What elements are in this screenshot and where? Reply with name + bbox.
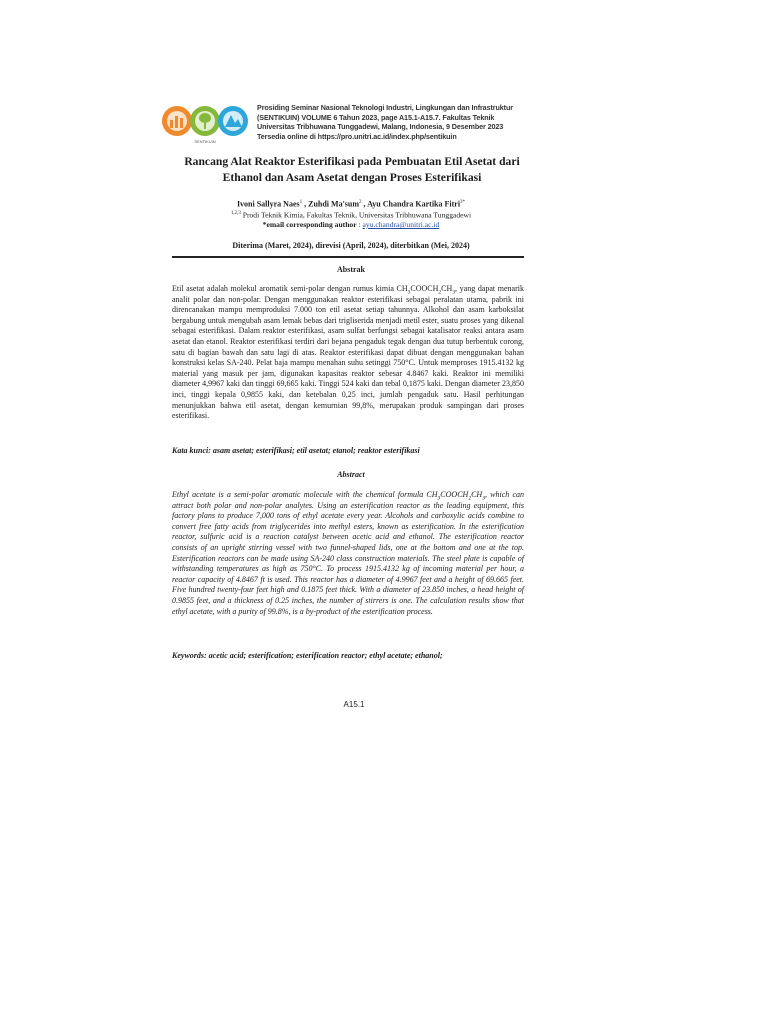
abstrak-text: , yang dapat menarik analit polar dan non-polar. Dengan menggunakan reaktor esterifikasi sebagai peralatan utama, pabrik ini direncanakan mampu memproduksi 7.000 ton etil asetat setiap tahunnya. Alkohol dan asam karboksilat bergabung untuk mengubah asam lemak bebas dari trigliserida menjadi metil ester, suatu proses yang dikenal sebagai esterifikasi. Dalam reaktor esterifikasi, asam sulfat berfungsi sebagai katalisator reaksi antara asam asetat dan etanol. Reaktor esterifikasi terdiri dari bejana pengaduk tegak dengan dua tutup berbentuk corong, satu di bagian bawah dan satu lagi di atas. Reaktor esterifikasi dapat dibuat dengan menggunakan bahan konstruksi kelas SA-240. Pelat baja mampu menahan suhu setinggi 750°C. Untuk memproses 1915.4132 kg material yang masuk per jam, digunakan kapasitas reaktor sebesar 4.8467 kaki. Reaktor ini memiliki diameter 4,9967 kaki dan tinggi 69,665 kaki. Tinggi 524 kaki dan tebal 0,1875 kaki. Dengan diameter 23,850 inci, tinggi kepala 0,9855 kaki, dan ketebalan 0,25 inci, jumlah pengaduk satu. Hasil perhitungan menunjukkan bahwa etil asetat, dengan kemurnian 99,8%, merupakan produk sampingan dari proses esterifikasi. [172, 284, 524, 421]
author-separator: , [361, 199, 368, 209]
journal-info [257, 103, 537, 141]
email-label: *email corresponding author [262, 220, 357, 229]
formula-subscript: 2 [438, 289, 442, 296]
corresponding-email [170, 220, 532, 230]
abstract-body [172, 490, 524, 617]
affiliation-text: Prodi Teknik Kimia, Fakultas Teknik, Universitas Tribhuwana Tunggadewi [240, 210, 472, 220]
journal-line: Tersedia online di https://pro.unitri.ac.id/index.php/sentikuin [257, 131, 457, 141]
abstract-text: Ethyl acetate is a semi-polar aromatic molecule with the chemical formula CH [172, 490, 438, 499]
logo-wordmark: SENTIKUIN [194, 139, 216, 144]
journal-line: Universitas Tribhuwana Tunggadewi, Malang, Indonesia, 9 Desember 2023 [257, 122, 504, 132]
page-number: A15.1 [343, 700, 365, 709]
abstrak-text: COOCH [410, 284, 439, 293]
abstract-text: COOCH [440, 490, 469, 499]
author-list [170, 197, 532, 210]
abstract-text: , which can attract both polar and non-polar analytes. Using an esterification reactor as the leading equipment, this factory plans to produce 7,000 tons of ethyl acetate every year. Alcohols and carboxylic acids combine to convert free fatty acids from triglycerides into methyl esters, known as esterification. In the esterification reactor, sulfuric acid is a reaction catalyst between acetic acid and ethanol. The esterification reactor consists of an upright stirring vessel with two funnel-shaped lids, one at the bottom and one at the top. Esterification reactors can be made using SA-240 class construction materials. The steel plate is capable of withstanding temperatures as high as 750°C. To process 1915.4132 kg of incoming material per hour, a reactor capacity of 4.8467 ft is used. This reactor has a diameter of 4.9967 feet and a height of 69.665 feet. Five hundred twenty-four feet high and 0.1875 feet thick. With a diameter of 23.850 inches, a head height of 0.9855 feet, and a thickness of 0.25 inches, the number of stirrers is one. The calculation results show that ethyl acetate, with a purity of 99.8%, is a by-product of the esterification process. [172, 490, 524, 616]
email-separator: : [356, 220, 363, 229]
title-line: Rancang Alat Reaktor Esterifikasi pada Pembuatan Etil Asetat dari [184, 155, 520, 168]
author-separator: , [302, 199, 309, 209]
publication-dates: Diterima (Maret, 2024), direvisi (April, 2024), diterbitkan (Mei, 2024) [232, 241, 470, 250]
journal-line: Prosiding Seminar Nasional Teknologi Industri, Lingkungan dan Infrastruktur [257, 103, 513, 112]
author-sup: 1 [299, 200, 303, 205]
abstract-heading: Abstract [337, 470, 365, 479]
title-line: Ethanol dan Asam Asetat dengan Proses Esterifikasi [222, 171, 482, 184]
author-name: Ayu Chandra Kartika Fitri [367, 199, 461, 209]
formula-subscript: 3 [407, 289, 411, 296]
formula-subscript: 3 [437, 495, 441, 502]
journal-line: (SENTIKUIN) VOLUME 6 Tahun 2023, page A15.1-A15.7. Fakultas Teknik [257, 112, 495, 122]
paper-title [168, 154, 536, 186]
author-sup: 2 [359, 200, 362, 205]
formula-subscript: 3 [452, 289, 456, 296]
abstract-text: CH [471, 490, 483, 499]
formula-subscript: 2 [468, 495, 472, 502]
author-name: Zuhdi Ma'sum [308, 199, 360, 209]
abstrak-text: CH [441, 284, 453, 293]
abstrak-body [172, 284, 524, 422]
abstrak-heading: Abstrak [336, 265, 365, 274]
author-name: Ivoni Sallyra Naes [236, 199, 300, 209]
affiliation-sup: 1,2,3 [230, 211, 241, 216]
affiliation [170, 209, 532, 221]
kata-kunci: Kata kunci: asam asetat; esterifikasi; etil asetat; etanol; reaktor esterifikasi [172, 446, 420, 455]
header-divider [172, 256, 524, 258]
author-sup: 3* [460, 200, 466, 205]
keywords: Keywords: acetic acid; esterification; esterification reactor; ethyl acetate; ethanol; [172, 651, 443, 660]
email-link[interactable]: ayu.chandra@unitri.ac.id [362, 220, 440, 229]
abstrak-text: Etil asetat adalah molekul aromatik semi-polar dengan rumus kimia CH [172, 284, 408, 293]
formula-subscript: 3 [482, 495, 485, 502]
sentikuin-logo [161, 103, 249, 145]
